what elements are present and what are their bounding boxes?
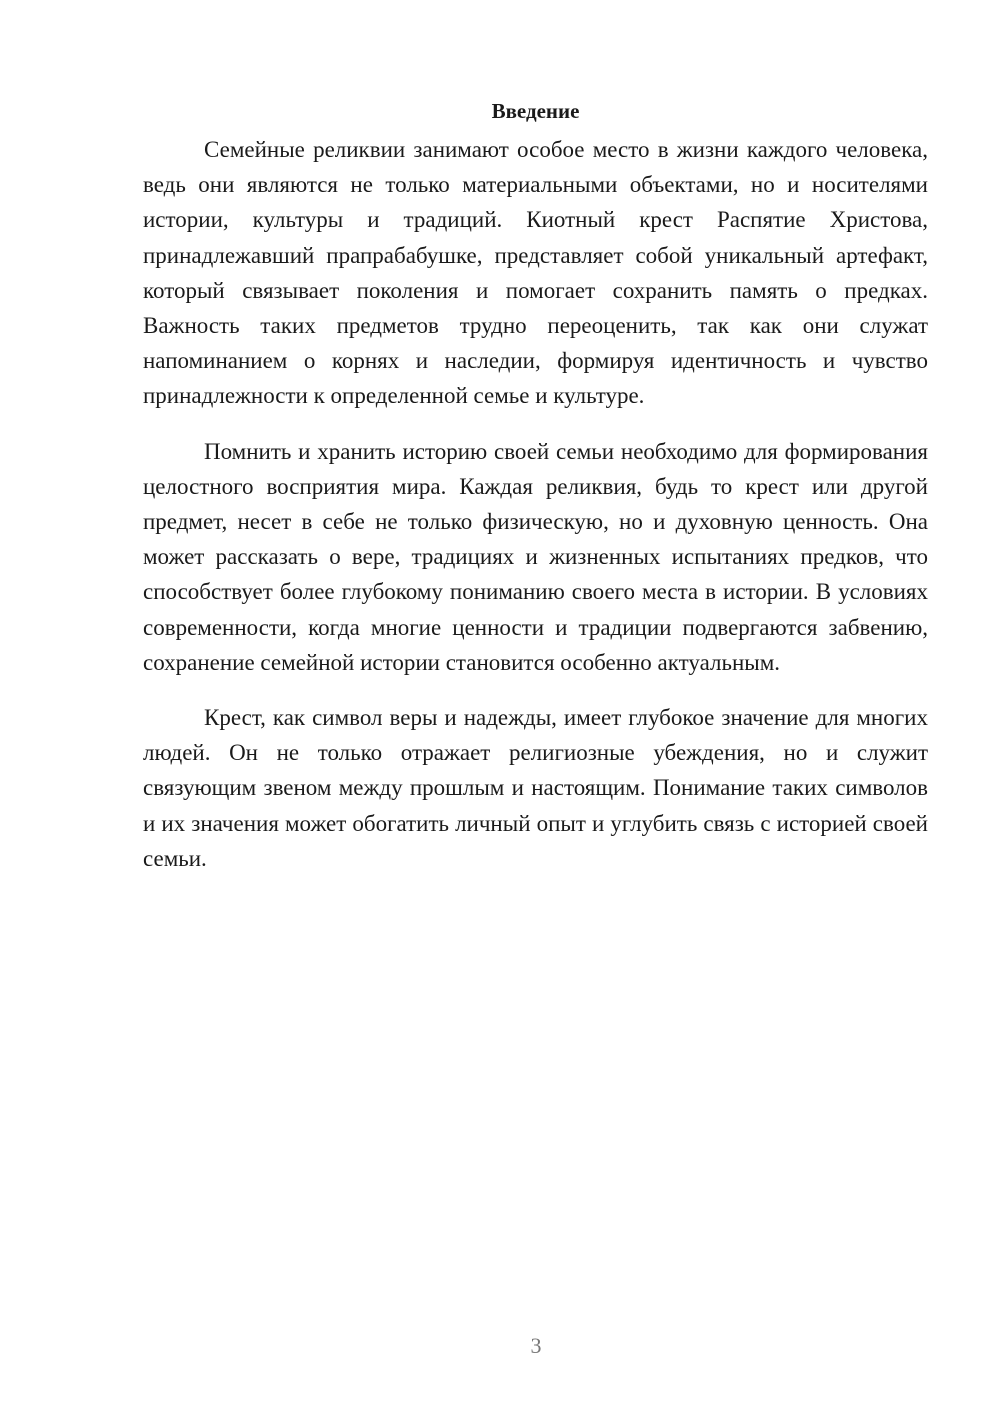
page-content [143, 96, 928, 896]
page-number: 3 [530, 1333, 542, 1358]
section-heading: Введение [491, 99, 580, 123]
paragraph-1: Семейные реликвии занимают особое место в жизни каждого человека, ведь они являются не только материальными объектами, но и носителями истории, культуры и традиций. Киотный крест Распятие Христова, принадлежавший прапрабабушке, представляет собой уникальный артефакт, который связывает поколения и помогает сохранить память о предках. Важность таких предметов трудно переоценить, так как они служат напоминанием о корнях и наследии, формируя идентичность и чувство принадлежности к определенной семье и культуре. [143, 137, 928, 409]
paragraph-3: Крест, как символ веры и надежды, имеет глубокое значение для многих людей. Он не только отражает религиозные убеждения, но и служит связующим звеном между прошлым и настоящим. Понимание таких символов и их значения может обогатить личный опыт и углубить связь с историей своей семьи. [143, 705, 928, 871]
paragraph-2: Помнить и хранить историю своей семьи необходимо для формирования целостного восприятия мира. Каждая реликвия, будь то крест или другой предмет, несет в себе не только физическую, но и духовную ценность. Она может рассказать о вере, традициях и жизненных испытаниях предков, что способствует более глубокому пониманию своего места в истории. В условиях современности, когда многие ценности и традиции подвергаются забвению, сохранение семейной истории становится особенно актуальным. [143, 438, 928, 675]
